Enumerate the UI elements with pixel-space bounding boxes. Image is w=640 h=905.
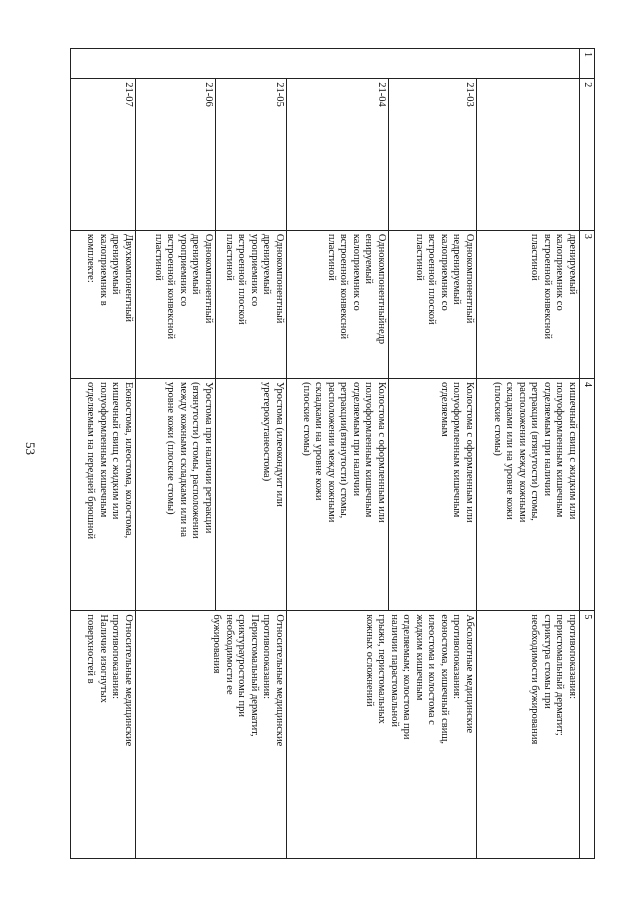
row-indications: Колостома с оформленным или полуоформленным кишечным отделяемым bbox=[389, 379, 477, 611]
table-row bbox=[71, 49, 136, 859]
column-number-4: 4 bbox=[580, 379, 595, 611]
row-code: 21-03 bbox=[389, 79, 477, 231]
row-indications: кишечный свищ с жидким или полуоформленным кишечным отделяемым при наличии ретракции (втянутости) стомы, расположении между кожными складками или на уровне кожи (плоские стомы) bbox=[477, 379, 580, 611]
row-contraindications: Абсолютные медицинские противопоказания: еюностома, кишечный свищ, илеостома и колостома с жидким кишечным отделяемым; колостома при наличии парастомальной грыжи, перистомальных кожных осложнений bbox=[287, 611, 477, 859]
row-name: Однокомпонентный дренируемый уроприемник со встроенной конвексной пластиной bbox=[136, 230, 216, 378]
row-code: 21-04 bbox=[287, 79, 389, 231]
table-row bbox=[389, 49, 477, 859]
header-row bbox=[580, 49, 595, 859]
row-name: Однокомпонентный дренируемый уроприемник со встроенной плоской пластиной bbox=[216, 230, 287, 378]
rotated-table-container bbox=[70, 48, 595, 859]
row-contraindications: противопоказания: перистомальный дерматит; стриктура стомы при необходимости бужирования bbox=[477, 611, 580, 859]
row-name: дренируемый калоприемник со встроенной конвексной пластиной bbox=[477, 230, 580, 378]
row-name: Однокомпонентныйнедр енируемый калоприемник со встроенной конвексной пластиной bbox=[287, 230, 389, 378]
column-number-2: 2 bbox=[580, 79, 595, 231]
table-row bbox=[216, 49, 287, 859]
row-indications: Еюностома, илеостома, колостома, кишечный свищ с жидким или полуоформленным кишечным отделяемым на передней брюшной bbox=[71, 379, 136, 611]
row-contraindications: Относительные медицинские противопоказания: Наличие изогнутых поверхностей в bbox=[71, 611, 136, 859]
table-row bbox=[477, 49, 580, 859]
device-table bbox=[70, 48, 595, 859]
row-code: 21-07 bbox=[71, 79, 136, 231]
row-indications: Уростома (илеокондуит или уретерокутанеостома) bbox=[216, 379, 287, 611]
row-code: 21-05 bbox=[216, 79, 287, 231]
column-number-3: 3 bbox=[580, 230, 595, 378]
row-contraindications: Относительные медицинские противопоказания: Перистомальный дерматит, сриктурауростомы при необходимости ее бужирования bbox=[136, 611, 287, 859]
column-number-1: 1 bbox=[580, 49, 595, 79]
row-name: Однокомпонентный недренируемый калоприемник со встроенной плоской пластиной bbox=[389, 230, 477, 378]
row-code bbox=[477, 79, 580, 231]
row-name: Двухкомпонентный дренируемый калоприемник в комплекте: bbox=[71, 230, 136, 378]
row-code: 21-06 bbox=[136, 79, 216, 231]
page-number: 53 bbox=[23, 442, 38, 455]
column-number-5: 5 bbox=[580, 611, 595, 859]
row-indications: Колостома с оформленным или полуоформленным кишечным отделяемым при наличии ретракции(втянутости) стомы, расположении между кожными складками на уровне кожи (плоские стомы) bbox=[287, 379, 389, 611]
row-indications: Уростома при наличии ретракции (втянутости) стомы, расположении между кожными складками или на уровне кожи (плоские стомы) bbox=[136, 379, 216, 611]
row-group-cell bbox=[71, 49, 580, 79]
